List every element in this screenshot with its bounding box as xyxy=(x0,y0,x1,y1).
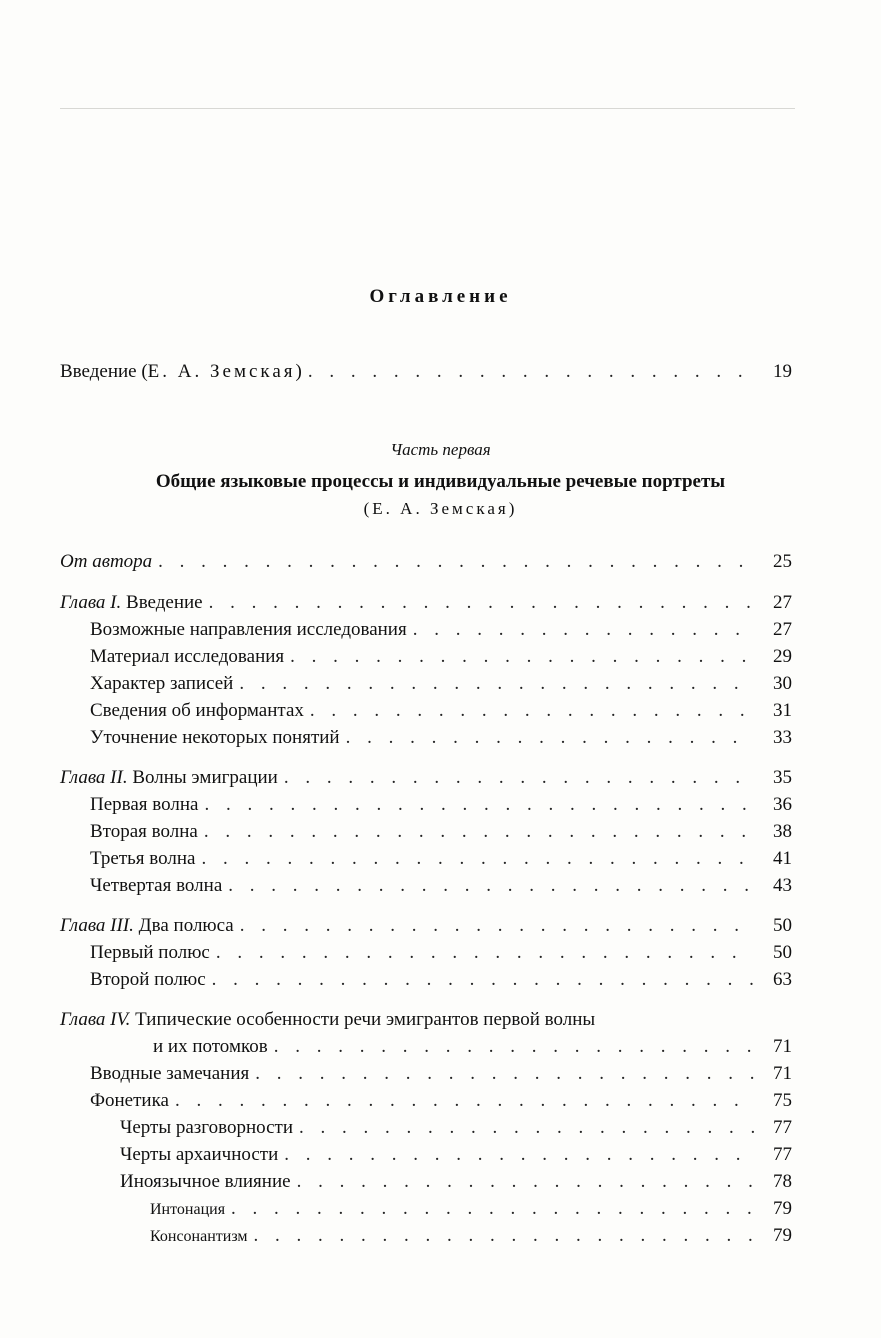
toc-entry[interactable]: Сведения об информантах . . . 31 xyxy=(90,698,792,724)
toc-entry-chapter[interactable]: Глава IV. Типические особенности речи эмигрантов первой волны xyxy=(60,1009,596,1030)
dot-leader xyxy=(290,644,754,670)
toc-entry-continuation[interactable]: и их потомков . . . 71 xyxy=(153,1034,792,1060)
dot-leader xyxy=(158,549,754,575)
dot-leader xyxy=(413,617,754,643)
toc-entry[interactable]: От автора . . . 25 xyxy=(60,549,792,575)
toc-entry[interactable]: Вторая волна . . . 38 xyxy=(90,819,792,845)
dot-leader xyxy=(240,913,754,939)
dot-leader xyxy=(175,1088,754,1114)
dot-leader xyxy=(254,1223,754,1249)
toc-entry-chapter[interactable]: Глава II. Волны эмиграции . . . 35 xyxy=(60,765,792,791)
part-label: Часть первая xyxy=(390,440,491,459)
toc-entry[interactable]: Уточнение некоторых понятий . . . 33 xyxy=(90,725,792,751)
toc-entry-chapter[interactable]: Глава I. Введение . . . 27 xyxy=(60,590,792,616)
toc-entry[interactable]: Фонетика . . . 75 xyxy=(90,1088,792,1114)
dot-leader xyxy=(297,1169,754,1195)
toc-entry[interactable]: Первый полюс . . . 50 xyxy=(90,940,792,966)
dot-leader xyxy=(274,1034,754,1060)
toc-entry[interactable]: Первая волна . . . 36 xyxy=(90,792,792,818)
dot-leader xyxy=(231,1196,754,1222)
dot-leader xyxy=(216,940,754,966)
dot-leader xyxy=(346,725,754,751)
toc-entry[interactable]: Консонантизм . . . 79 xyxy=(150,1223,792,1249)
dot-leader xyxy=(239,671,754,697)
dot-leader xyxy=(204,819,754,845)
dot-leader xyxy=(255,1061,754,1087)
toc-entry[interactable]: Материал исследования . . . 29 xyxy=(90,644,792,670)
dot-leader xyxy=(310,698,754,724)
toc-entry[interactable]: Иноязычное влияние . . . 78 xyxy=(120,1169,792,1195)
part-title: Общие языковые процессы и индивидуальные речевые портреты xyxy=(155,471,726,492)
dot-leader xyxy=(228,873,754,899)
dot-leader xyxy=(204,792,754,818)
dot-leader xyxy=(299,1115,754,1141)
page-title: Оглавление xyxy=(369,286,512,307)
toc-entry[interactable]: Вводные замечания . . . 71 xyxy=(90,1061,792,1087)
toc-entry[interactable]: Четвертая волна . . . 43 xyxy=(90,873,792,899)
toc-entry-chapter[interactable]: Глава III. Два полюса . . . 50 xyxy=(60,913,792,939)
toc-entry[interactable]: Черты разговорности . . . 77 xyxy=(120,1115,792,1141)
toc-entry[interactable]: Возможные направления исследования . . . 27 xyxy=(90,617,792,643)
dot-leader xyxy=(201,846,754,872)
dot-leader xyxy=(284,765,754,791)
toc-entry-label: Введение (Е. А. Земская) xyxy=(60,361,302,382)
dot-leader xyxy=(284,1142,754,1168)
header-rule-bleed xyxy=(60,108,795,109)
toc-page-number: 19 xyxy=(773,361,792,382)
toc-entry[interactable]: Второй полюс . . . 63 xyxy=(90,967,792,993)
toc-entry[interactable]: Черты архаичности . . . 77 xyxy=(120,1142,792,1168)
toc-entry[interactable]: Интонация . . . 79 xyxy=(150,1196,792,1222)
part-author: (Е. А. Земская) xyxy=(363,499,518,518)
toc-entry[interactable]: Характер записей . . . 30 xyxy=(90,671,792,697)
toc-entry[interactable]: Третья волна . . . 41 xyxy=(90,846,792,872)
dot-leader xyxy=(308,359,754,385)
toc-entry-intro[interactable] xyxy=(60,359,792,385)
dot-leader xyxy=(209,590,754,616)
dot-leader xyxy=(212,967,754,993)
